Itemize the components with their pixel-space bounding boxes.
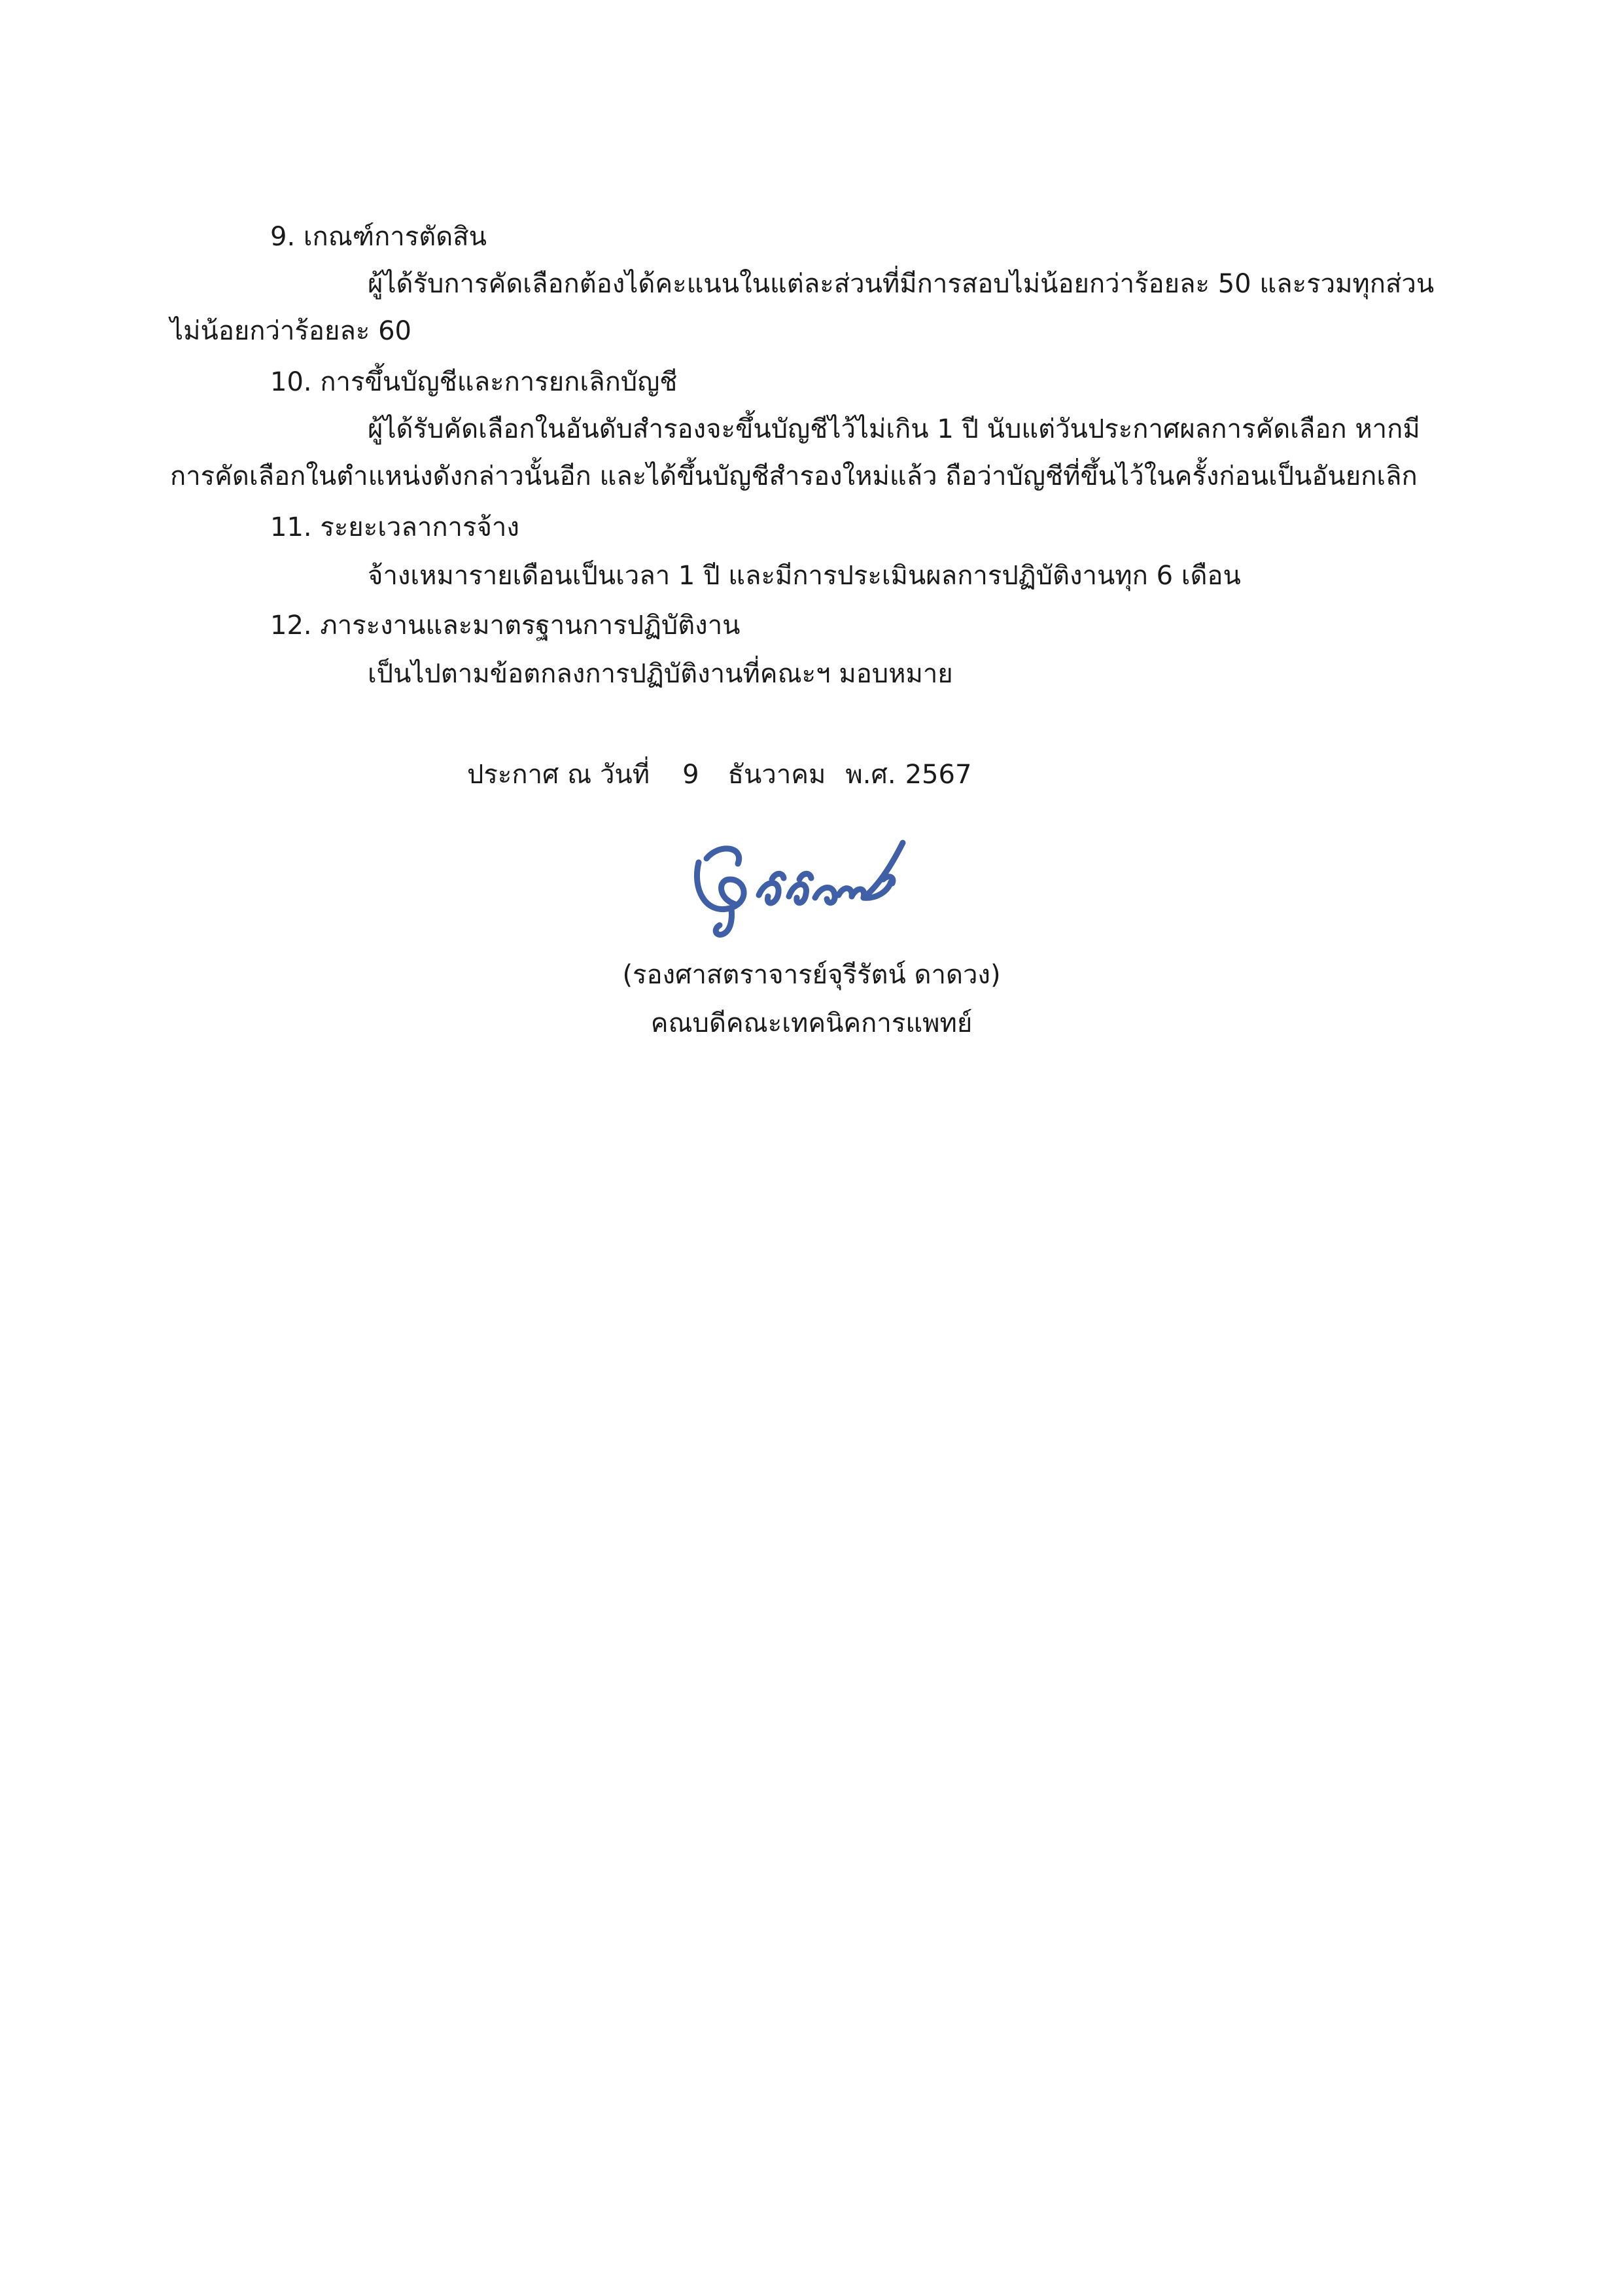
announcement-date xyxy=(467,756,971,793)
announcement-year: 2567 xyxy=(905,760,972,790)
section-10-heading: 10. การขึ้นบัญชีและการยกเลิกบัญชี xyxy=(270,367,678,397)
section-9-body: ผู้ได้รับการคัดเลือกต้องได้คะแนนในแต่ละส่วนที่มีการสอบไม่น้อยกว่าร้อยละ 50 และรวมทุกส่วน xyxy=(368,269,1435,299)
announcement-era: พ.ศ. xyxy=(845,760,896,790)
section-11-heading: 11. ระยะเวลาการจ้าง xyxy=(270,512,519,542)
announcement-month: ธันวาคม xyxy=(727,760,826,790)
section-12-body: เป็นไปตามข้อตกลงการปฏิบัติงานที่คณะฯ มอบหมาย xyxy=(368,659,953,689)
section-9-heading: 9. เกณฑ์การตัดสิน xyxy=(270,222,487,252)
announcement-prefix: ประกาศ ณ วันที่ xyxy=(467,760,650,790)
section-10-body-continuation: การคัดเลือกในตำแหน่งดังกล่าวนั้นอีก และได้ขึ้นบัญชีสำรองใหม่แล้ว ถือว่าบัญชีที่ขึ้นไว้ในครั้งก่อนเป็นอันยกเลิก xyxy=(170,461,1418,491)
signatory-title: คณบดีคณะเทคนิคการแพทย์ xyxy=(650,1008,973,1038)
signatory-name: (รองศาสตราจารย์จุรีรัตน์ ดาดวง) xyxy=(622,960,1001,990)
section-12-heading: 12. ภาระงานและมาตรฐานการปฏิบัติงาน xyxy=(270,610,741,641)
signatory-block xyxy=(0,957,1623,1042)
section-11-body: จ้างเหมารายเดือนเป็นเวลา 1 ปี และมีการประเมินผลการปฏิบัติงานทุก 6 เดือน xyxy=(368,561,1241,591)
handwritten-signature xyxy=(667,817,916,947)
announcement-day: 9 xyxy=(682,760,699,790)
section-10-body: ผู้ได้รับคัดเลือกในอันดับสำรองจะขึ้นบัญชีไว้ไม่เกิน 1 ปี นับแต่วันประกาศผลการคัดเลือก หากมี xyxy=(368,414,1420,444)
section-9-body-continuation: ไม่น้อยกว่าร้อยละ 60 xyxy=(170,316,411,346)
